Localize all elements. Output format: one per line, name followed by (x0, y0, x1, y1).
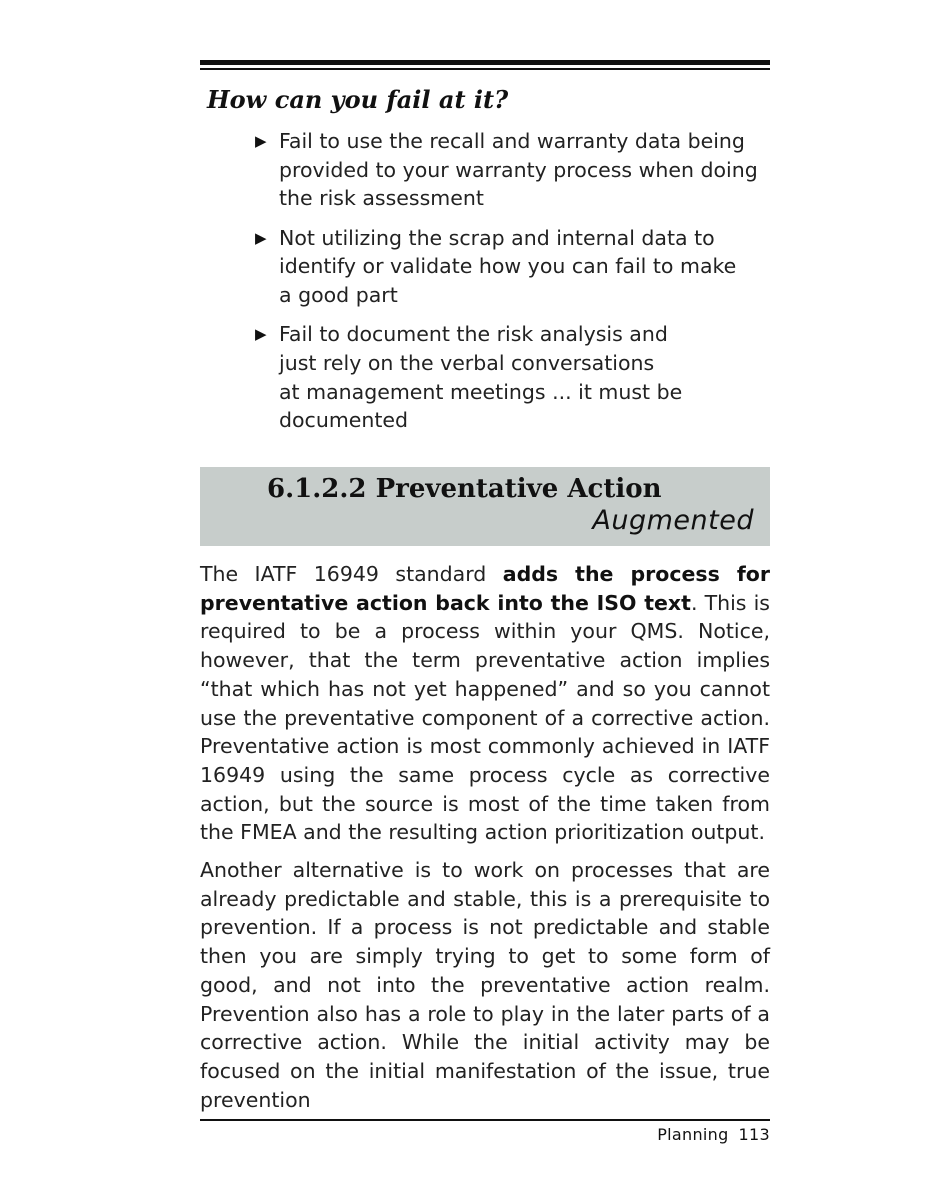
section-title: 6.1.2.2 Preventative Action (267, 474, 662, 504)
footer-chapter: Planning (657, 1125, 729, 1144)
paragraph-1-intro: The IATF 16949 standard (200, 562, 503, 586)
bullet-text: Fail to use the recall and warranty data being provided to your warranty process when doing the risk assessment (279, 129, 758, 211)
right-triangle-bullet-icon: ▶ (255, 132, 267, 150)
right-triangle-bullet-icon: ▶ (255, 325, 267, 344)
top-rule-thick (200, 60, 770, 65)
paragraph-1-bold: adds the process for preventative action back into the ISO text (200, 562, 770, 615)
list-item (250, 320, 775, 435)
list-item (250, 224, 775, 310)
paragraph-2: Another alternative is to work on processes that are already predictable and stable, this is a prerequisite to prevention. If a process is not predictable and stable then you are simply trying to get to some form of good, and not into the preventative action realm. Prevention also has a role to play in the later parts of a corrective action. While the initial activity may be focused on the initial manifestation of the issue, true prevention (200, 858, 770, 1112)
failure-bullet-list (250, 127, 775, 446)
top-double-rule (200, 60, 770, 70)
section-status-tag: Augmented (592, 505, 754, 536)
top-rule-thin (200, 68, 770, 70)
bullet-text: Fail to document the risk analysis and just rely on the verbal conversations at management meetings ... it must be documented (279, 322, 683, 433)
footer-rule (200, 1119, 770, 1121)
failure-heading: How can you fail at it? (207, 85, 509, 114)
page-footer (657, 1124, 770, 1146)
list-item (250, 127, 775, 213)
paragraph-1 (200, 560, 770, 847)
right-triangle-bullet-icon: ▶ (255, 228, 267, 247)
page-number: 113 (738, 1125, 770, 1144)
paragraph-1-rest: . This is required to be a process within your QMS. Notice, however, that the term preventative action implies “that which has not yet happened” and so you cannot use the preventative component of a corrective action. Preventative action is most commonly achieved in IATF 16949 using the same process cycle as corrective action, but the source is most of the time taken from the FMEA and the resulting action prioritization output. (200, 590, 770, 845)
body-text (200, 560, 770, 1123)
section-header-box (200, 467, 770, 546)
bullet-text: Not utilizing the scrap and internal data to identify or validate how you can fail to make a good part (279, 225, 737, 308)
